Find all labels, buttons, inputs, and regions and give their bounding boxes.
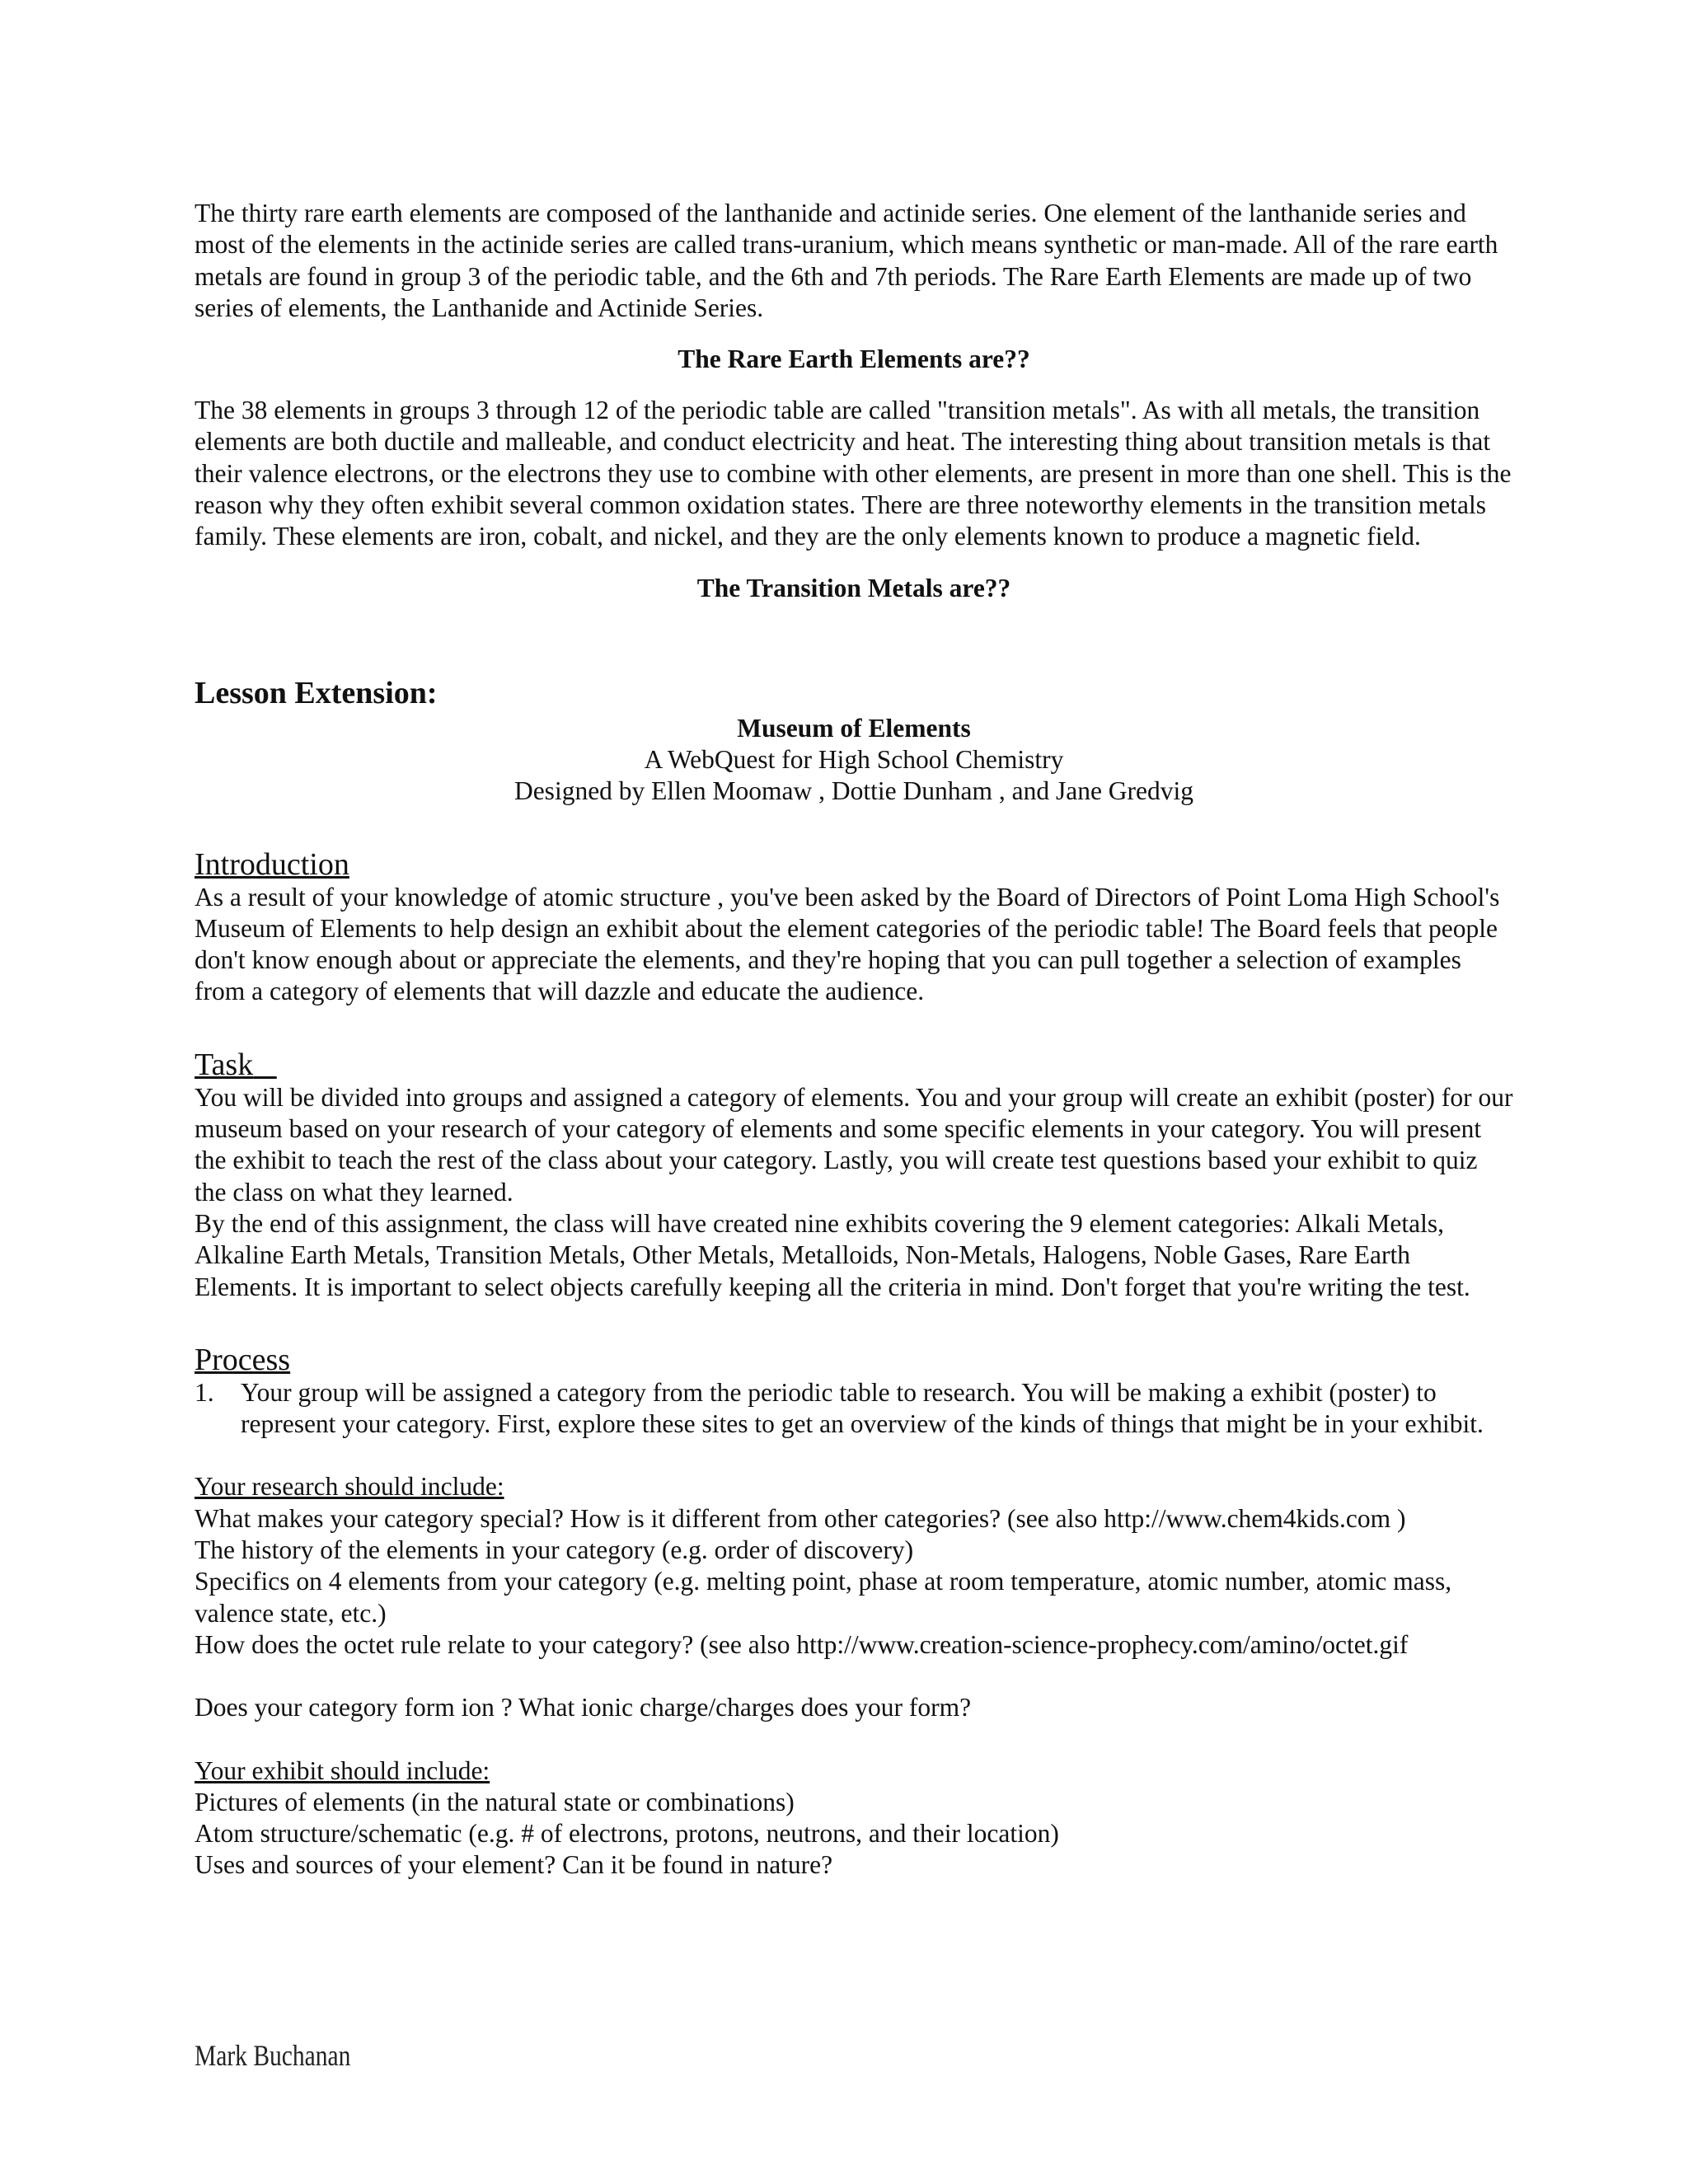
rare-earth-question: The Rare Earth Elements are?? [678,344,1030,374]
process-step-number: 1. [195,1377,214,1407]
research-item: The history of the elements in your category (e.g. order of discovery) [195,1535,914,1565]
exhibit-heading: Your exhibit should include: [195,1755,490,1785]
task-heading [195,1047,1513,1082]
exhibit-item: Atom structure/schematic (e.g. # of electrons, protons, neutrons, and their location) [195,1819,1059,1849]
process-heading: Process [195,1342,291,1377]
transition-metals-paragraph: The 38 elements in groups 3 through 12 of the periodic table are called "transition metals". As with all metals, the transition elements are both ductile and malleable, and conduct electricity and heat. The interesting thing about transition metals is that their valence electrons, or the electrons they use to combine with other elements, are present in more than one shell. This is the reason why they often exhibit several common oxidation states. There are three noteworthy elements in the transition metals family. These elements are iron, cobalt, and nickel, and they are the only elements known to produce a magnetic field. [195,396,1512,551]
research-item: What makes your category special? How is it different from other categories? (see also http://www.chem4kids.com ) [195,1503,1406,1533]
research-item: How does the octet rule relate to your category? (see also http://www.creation-science-prophecy.com/amino/octet.gif [195,1629,1409,1659]
research-heading: Your research should include: [195,1472,504,1502]
webquest-subtitle: A WebQuest for High School Chemistry [644,744,1064,774]
introduction-heading: Introduction [195,846,349,882]
task-heading-label: Task [195,1047,254,1082]
lesson-extension-heading: Lesson Extension: [195,675,438,710]
exhibit-item: Uses and sources of your element? Can it be found in nature? [195,1850,833,1880]
process-step-1 [195,1377,1513,1441]
webquest-designers: Designed by Ellen Moomaw , Dottie Dunham , and Jane Gredvig [513,776,1194,806]
exhibit-item: Pictures of elements (in the natural state or combinations) [195,1787,795,1816]
task-text-1: You will be divided into groups and assigned a category of elements. You and your group will create an exhibit (poster) for our museum based on your research of your category of elements and some specific elements in your category. You will present the exhibit to teach the rest of the class about your category. Lastly, you will create test questions based your exhibit to quiz the class on what they learned. [195,1082,1513,1207]
process-step-text: Your group will be assigned a category from the periodic table to research. You will be making a exhibit (poster) to represent your category. First, explore these sites to get an overview of the kinds of things that might be in your exhibit. [241,1377,1484,1439]
ion-question: Does your category form ion ? What ionic charge/charges does your form? [195,1693,972,1722]
document-page [195,198,1513,1882]
transition-metals-question: The Transition Metals are?? [696,573,1011,602]
research-item: Specifics on 4 elements from your category (e.g. melting point, phase at room temperature, atomic number, atomic mass, valence state, etc.) [195,1567,1452,1628]
introduction-text: As a result of your knowledge of atomic structure , you've been asked by the Board of Directors of Point Loma High School's Museum of Elements to help design an exhibit about the element categories of the periodic table! The Board feels that people don't know enough about or appreciate the elements, and they're hoping that you can pull together a selection of examples from a category of elements that will dazzle and educate the audience. [195,882,1500,1006]
webquest-title: Museum of Elements [737,713,971,743]
webquest-title-block [195,713,1513,808]
rare-earth-paragraph: The thirty rare earth elements are composed of the lanthanide and actinide series. One element of the lanthanide series and most of the elements in the actinide series are called trans-uranium, which means synthetic or man-made. All of the rare earth metals are found in group 3 of the periodic table, and the 6th and 7th periods. The Rare Earth Elements are made up of two series of elements, the Lanthanide and Actinide Series. [195,199,1498,322]
task-text-2: By the end of this assignment, the class will have created nine exhibits covering the 9 element categories: Alkali Metals, Alkaline Earth Metals, Transition Metals, Other Metals, Metalloids, Non-Metals, Halogens, Noble Gases, Rare Earth Elements. It is important to select objects carefully keeping all the criteria in mind. Don't forget that you're writing the test. [195,1208,1470,1301]
author-signature: Mark Buchanan [195,2039,351,2072]
